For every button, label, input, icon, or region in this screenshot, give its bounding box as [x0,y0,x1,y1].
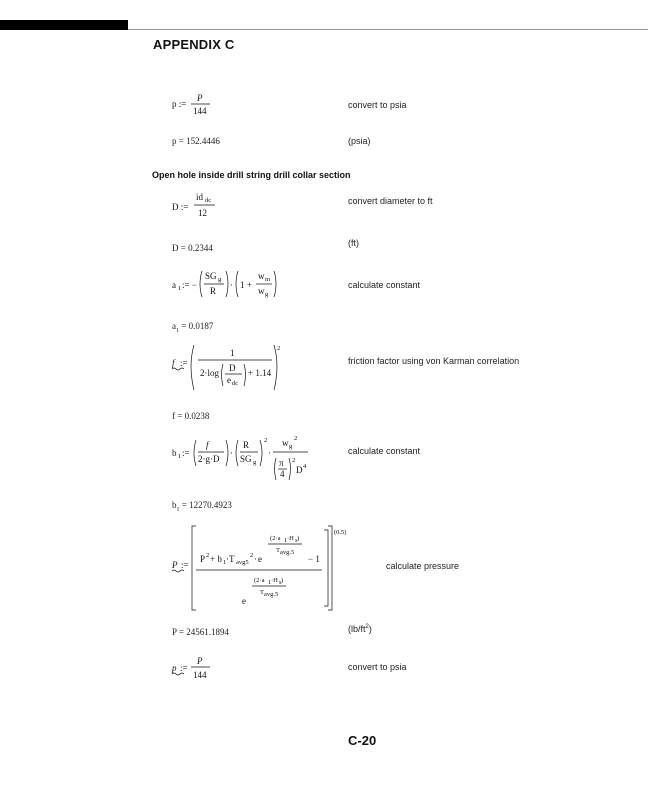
svg-text::=: := [181,560,189,570]
header-bar [0,20,128,30]
svg-text:a: a [172,280,176,290]
svg-text:1: 1 [284,537,288,544]
svg-text:): ) [297,535,300,542]
result-a1: $a_1 = 0.0187$ [172,321,214,334]
svg-text:R: R [210,286,217,296]
svg-text:− 1: − 1 [308,554,320,564]
comment-ft-unit: (ft) [348,238,359,248]
svg-text:+ b: + b [210,554,222,564]
equation-friction-factor [160,340,340,420]
svg-text::= −: := − [182,280,197,290]
equation-d-convert [160,188,340,268]
svg-text:·: · [268,448,271,458]
svg-text:R: R [243,440,250,450]
equation-p-convert-final [160,654,340,734]
header-rule [128,29,648,30]
comment-convert-psia-1: convert to psia [348,100,407,110]
svg-text:+ 1.14: + 1.14 [248,368,272,378]
svg-text:P: P [172,560,178,570]
svg-text:SG: SG [240,454,252,464]
comment-friction-factor: friction factor using von Karman correlation [348,356,520,366]
svg-text:T: T [276,547,280,554]
svg-text:s: s [279,579,282,586]
svg-text:π: π [279,458,284,468]
comment-calc-pressure: calculate pressure [386,561,460,571]
comment-convert-psia-2: convert to psia [348,662,407,672]
svg-text:2: 2 [264,437,268,444]
svg-text:dc: dc [232,380,239,387]
svg-text::=: := [180,663,188,673]
svg-text:avg5: avg5 [236,559,249,566]
svg-text:·: · [230,280,233,290]
svg-text:2: 2 [294,435,298,442]
svg-text:e: e [242,596,246,606]
svg-text:p :=: p := [172,99,187,109]
svg-text:·: · [230,448,233,458]
svg-text:D: D [229,363,236,373]
svg-text:avg.5: avg.5 [264,591,279,598]
svg-text:dc: dc [205,197,212,204]
svg-text:id: id [196,192,204,202]
svg-text::=: := [180,358,188,368]
svg-text:g: g [253,459,257,466]
svg-text:g: g [265,291,269,298]
svg-text:·: · [254,554,257,564]
svg-text:2: 2 [277,345,281,352]
equation-p-convert [160,92,340,172]
svg-text:1 +: 1 + [240,280,252,290]
svg-text:12: 12 [198,208,207,218]
svg-text:(0.5): (0.5) [334,529,347,536]
svg-text:w: w [258,286,265,296]
svg-text:b: b [172,448,177,458]
svg-text:P: P [200,554,206,564]
svg-text:g: g [218,276,222,283]
result-b1: $b_1 = 12270.4923$ [172,500,232,513]
result-pressure: P = 24561.1894 [172,627,229,637]
svg-text:2: 2 [292,457,296,464]
section-title: Open hole inside drill string drill collar section [152,170,351,180]
svg-text:): ) [281,577,284,584]
svg-text:2·log: 2·log [200,368,219,378]
result-f: f = 0.0238 [172,411,210,421]
svg-text:·T: ·T [226,554,235,564]
comment-calc-constant-a1: calculate constant [348,280,421,290]
equation-b1 [160,428,340,508]
svg-text:P: P [197,656,203,666]
comment-lbft2-unit: $(lb/ft^2)$ [348,624,372,634]
svg-text:e: e [258,554,262,564]
equation-pressure [160,522,360,614]
svg-text:D: D [296,465,303,475]
svg-text:4: 4 [280,469,285,479]
page-number: C-20 [348,733,377,748]
comment-convert-diameter: convert diameter to ft [348,196,433,206]
svg-text:(2·a: (2·a [270,535,281,542]
svg-text:s: s [295,537,298,544]
result-d: D = 0.2344 [172,243,213,253]
svg-text:2·g·D: 2·g·D [198,454,220,464]
result-p: p = 152.4446 [172,136,220,146]
svg-text:w: w [282,438,289,448]
svg-text:1: 1 [223,559,227,566]
svg-text:·H: ·H [287,535,294,542]
svg-text:SG: SG [205,271,217,281]
svg-text:T: T [260,589,264,596]
svg-text:1: 1 [230,348,235,358]
svg-text:144: 144 [193,670,207,680]
svg-text:f: f [206,440,209,450]
svg-text:P: P [197,93,203,103]
svg-text:m: m [265,276,271,283]
svg-text:avg.5: avg.5 [280,549,295,556]
comment-psia-unit: (psia) [348,136,371,146]
comment-calc-constant-b1: calculate constant [348,446,421,456]
svg-text::=: := [182,448,190,458]
appendix-heading: APPENDIX C [153,37,235,52]
svg-text:g: g [289,443,293,450]
svg-text:w: w [258,271,265,281]
svg-text:(2·a: (2·a [254,577,265,584]
svg-text:f: f [172,358,175,368]
svg-text:2: 2 [206,552,210,559]
svg-text:144: 144 [193,106,207,116]
svg-text:1: 1 [268,579,272,586]
svg-text:e: e [227,375,231,385]
svg-text:·H: ·H [271,577,278,584]
svg-text:1: 1 [178,453,182,460]
svg-text:2: 2 [250,552,254,559]
svg-text:4: 4 [303,463,307,470]
svg-text:1: 1 [178,285,182,292]
svg-text:p: p [172,663,177,673]
svg-text:D :=: D := [172,202,189,212]
